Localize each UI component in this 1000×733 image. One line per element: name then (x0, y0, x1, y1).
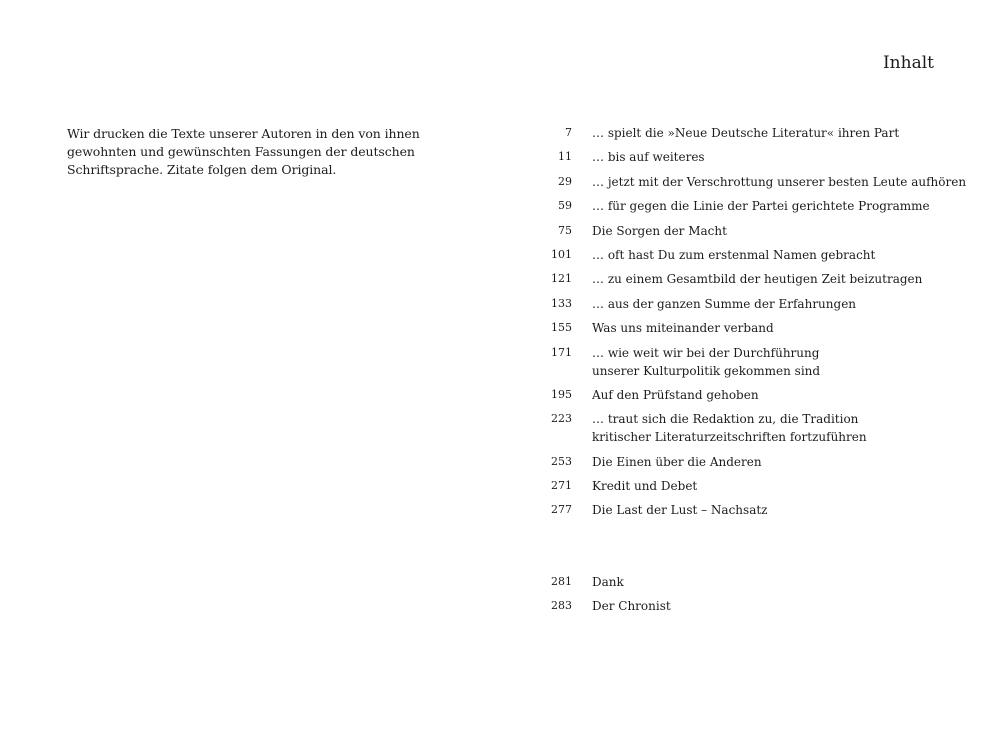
table-of-contents (500, 124, 1000, 526)
toc-entry[interactable] (500, 222, 1000, 240)
toc-page-number: 171 (551, 345, 572, 359)
toc-entry-title: … für gegen die Linie der Partei gerichtete Programme (592, 199, 930, 214)
toc-entry-title: Auf den Prüfstand gehoben (592, 387, 759, 402)
toc-entry-title: Die Last der Lust – Nachsatz (592, 503, 768, 518)
right-page (500, 0, 1000, 733)
page-title: Inhalt (882, 53, 934, 73)
toc-entry-title: … spielt die »Neue Deutsche Literatur« ihren Part (592, 126, 900, 140)
toc-entry[interactable] (500, 344, 1000, 380)
toc-entry[interactable] (500, 270, 1000, 288)
toc-page-number: 271 (551, 479, 572, 493)
toc-page-number: 121 (551, 272, 572, 286)
toc-entry[interactable] (500, 173, 1000, 191)
toc-entry-title: Was uns miteinander verband (592, 321, 774, 336)
toc-entry[interactable] (500, 573, 1000, 591)
back-matter-list (500, 573, 1000, 622)
toc-entry-title: Kredit und Debet (592, 479, 698, 494)
toc-entry-title: … traut sich die Redaktion zu, die Tradition kritischer Literaturzeitschriften fortzuführen (592, 412, 867, 445)
toc-entry-title: Dank (592, 575, 624, 589)
toc-entry-title: … bis auf weiteres (592, 150, 705, 165)
toc-entry-title: … jetzt mit der Verschrottung unserer besten Leute aufhören (592, 174, 967, 189)
toc-entry-title: … zu einem Gesamtbild der heutigen Zeit beizutragen (592, 272, 923, 287)
toc-entry-title: … wie weit wir bei der Durchführung unserer Kulturpolitik gekommen sind (592, 345, 821, 378)
toc-entry-title: Die Sorgen der Macht (592, 223, 727, 238)
toc-entry-title: Der Chronist (592, 599, 671, 614)
toc-page-number: 281 (551, 575, 572, 588)
toc-page-number: 155 (551, 321, 572, 335)
toc-entry[interactable] (500, 386, 1000, 404)
toc-entry[interactable] (500, 246, 1000, 264)
toc-entry[interactable] (500, 197, 1000, 215)
toc-entry[interactable] (500, 124, 1000, 142)
toc-entry[interactable] (500, 501, 1000, 519)
toc-entry[interactable] (500, 597, 1000, 615)
toc-entry[interactable] (500, 410, 1000, 446)
toc-page-number: 133 (551, 296, 572, 310)
toc-entry-title: … aus der ganzen Summe der Erfahrungen (592, 296, 857, 311)
toc-page-number: 59 (558, 199, 572, 213)
toc-page-number: 253 (551, 454, 572, 468)
toc-entry-title: … oft hast Du zum erstenmal Namen gebracht (592, 247, 876, 262)
toc-page-number: 277 (551, 503, 572, 517)
toc-page-number: 11 (558, 150, 572, 164)
orthography-note: Wir drucken die Texte unserer Autoren in den von ihnen gewohnten und gewünschten Fassungen der deutschen Schriftsprache. Zitate folgen dem Original. (67, 126, 420, 177)
toc-page-number: 7 (565, 126, 572, 139)
toc-page-number: 29 (558, 174, 572, 188)
toc-entry-title: Die Einen über die Anderen (592, 454, 762, 469)
toc-entry[interactable] (500, 477, 1000, 495)
toc-page-number: 223 (551, 412, 572, 426)
toc-page-number: 101 (551, 247, 572, 261)
toc-page-number: 75 (558, 223, 572, 237)
toc-page-number: 283 (551, 599, 572, 613)
toc-entry[interactable] (500, 295, 1000, 313)
toc-entry[interactable] (500, 148, 1000, 166)
toc-entry[interactable] (500, 319, 1000, 337)
toc-entry[interactable] (500, 453, 1000, 471)
toc-page-number: 195 (551, 387, 572, 401)
